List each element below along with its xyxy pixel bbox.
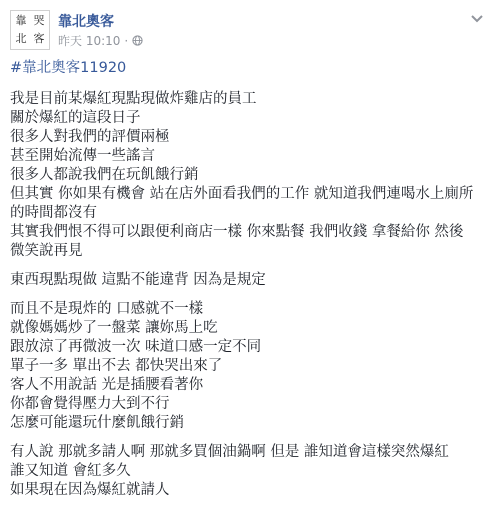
avatar-char: 靠	[15, 14, 27, 27]
text-line: 東西現點現做 這點不能違背 因為是規定	[10, 272, 266, 288]
text-line: 跟放涼了再微波一次 味道口感一定不同	[10, 339, 262, 355]
text-line: 有人說 那就多請人啊 那就多買個油鍋啊 但是 誰知道會這樣突然爆紅	[10, 444, 449, 460]
text-line: 而且不是現炸的 口感就不一樣	[10, 301, 204, 317]
hashtag-link[interactable]: #靠北奧客11920	[10, 60, 127, 76]
text-line: 你都會覺得壓力大到不行	[10, 396, 170, 412]
text-line: 甚至開始流傳一些謠言	[10, 148, 155, 164]
text-line: 很多人對我們的評價兩極	[10, 129, 170, 145]
post-header	[10, 10, 490, 50]
globe-icon[interactable]	[132, 35, 143, 46]
post-body	[10, 59, 494, 510]
avatar[interactable]	[10, 10, 50, 50]
text-line: 很多人都說我們在玩飢餓行銷	[10, 167, 199, 183]
avatar-char: 北	[15, 32, 27, 45]
paragraph	[10, 300, 494, 433]
avatar-char: 哭	[33, 14, 45, 27]
post-timestamp[interactable]: 昨天 10:10	[58, 34, 121, 48]
avatar-char: 客	[33, 32, 45, 45]
text-line: 如果現在因為爆紅就請人	[10, 482, 170, 498]
text-line: 但其實 你如果有機會 站在店外面看我們的工作 就知道我們連喝水上廁所	[10, 186, 474, 202]
text-line: 怎麼可能還玩什麼飢餓行銷	[10, 415, 184, 431]
text-line: 誰又知道 會紅多久	[10, 463, 131, 479]
text-line: 就像媽媽炒了一盤菜 讓妳馬上吃	[10, 320, 218, 336]
paragraph	[10, 443, 494, 500]
text-line: 客人不用說話 光是插腰看著你	[10, 377, 204, 393]
text-line: 關於爆紅的這段日子	[10, 110, 141, 126]
paragraph	[10, 90, 494, 261]
post-meta	[58, 32, 143, 49]
text-line: 的時間都沒有	[10, 205, 97, 221]
text-line: 我是目前某爆紅現點現做炸雞店的員工	[10, 91, 257, 107]
page-name-link[interactable]: 靠北奧客	[58, 14, 114, 30]
paragraph	[10, 271, 494, 290]
chevron-down-icon[interactable]	[470, 14, 484, 24]
text-line: 其實我們恨不得可以跟便利商店一樣 你來點餐 我們收錢 拿餐給你 然後	[10, 224, 464, 240]
text-line: 單子一多 單出不去 都快哭出來了	[10, 358, 223, 374]
meta-separator: ·	[124, 33, 129, 48]
text-line: 微笑說再見	[10, 243, 83, 259]
